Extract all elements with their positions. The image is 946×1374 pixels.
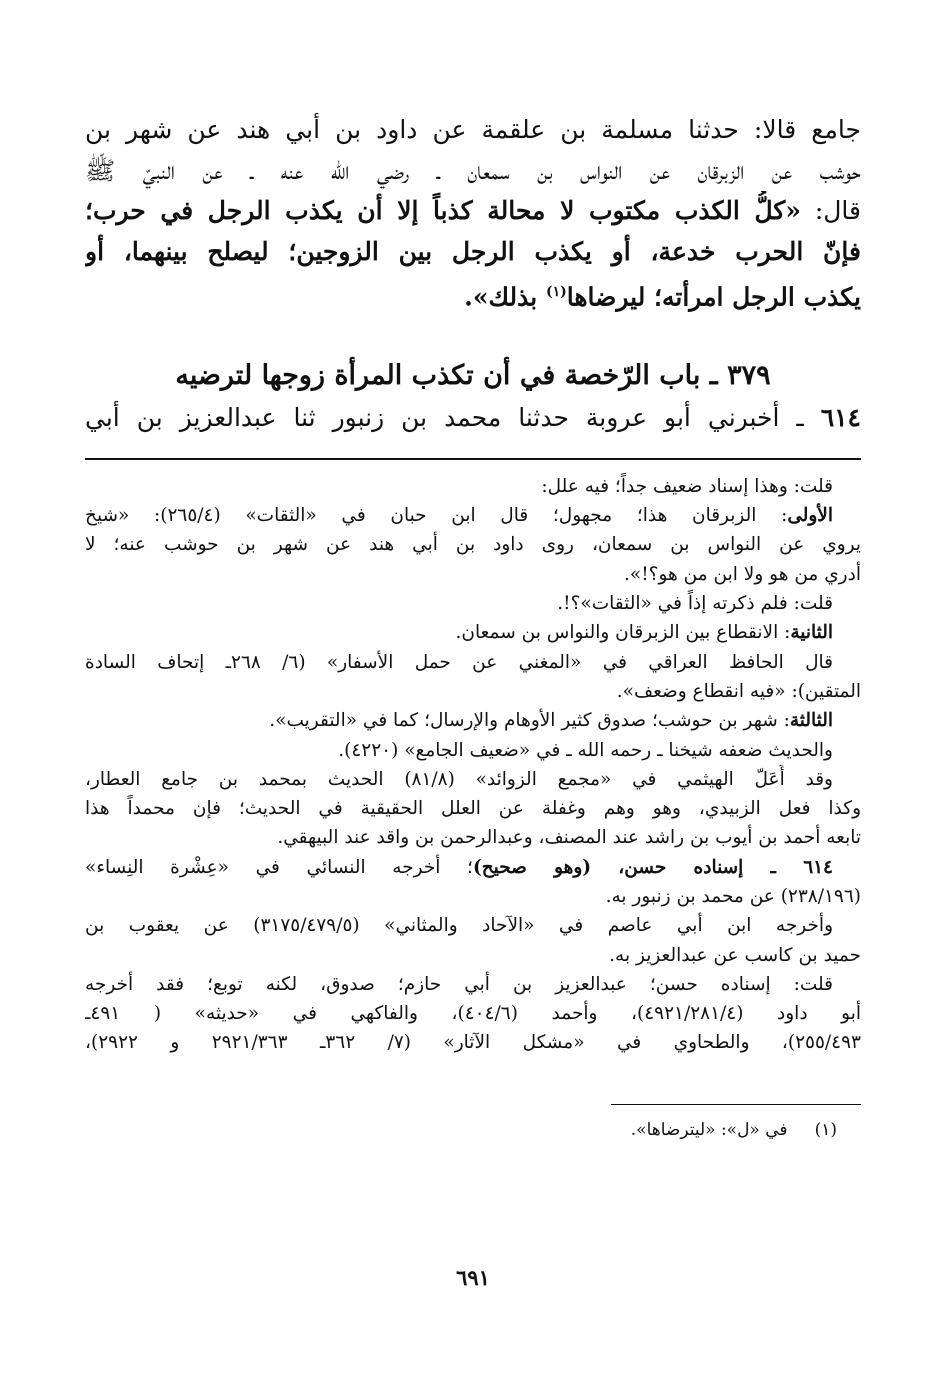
point-label: الثانية bbox=[790, 622, 833, 644]
footnote-text: في «ل»: «ليترضاها». bbox=[630, 1119, 788, 1140]
text-line: حوشب عن الزبرقان عن النواس بن سمعان ـ رضي الله عنه ـ عن النبيّ ﷺ bbox=[85, 155, 861, 185]
grading: ـ إسناده حسن، (وهو صحيح) bbox=[472, 856, 804, 878]
commentary-line: قال الحافظ العراقي في «المغني عن حمل الأسفار» (٦/ ٢٦٨ـ إتحاف السادة bbox=[85, 651, 833, 673]
footnote-ref: (١) bbox=[545, 284, 567, 300]
commentary-line bbox=[85, 853, 861, 882]
hadith-matn bbox=[85, 272, 861, 318]
text-lead: قال: bbox=[800, 196, 861, 225]
commentary-text: ؛ أخرجه النسائي في «عِشْرة النِساء» bbox=[85, 856, 473, 878]
page-number: ٦٩١ bbox=[456, 1265, 490, 1290]
footnote-divider bbox=[611, 1104, 861, 1105]
hadith-text bbox=[85, 110, 861, 318]
commentary-line: وأخرجه ابن أبي عاصم في «الآحاد والمثاني» (٣١٧٥/٤٧٩/٥) عن يعقوب بن bbox=[85, 915, 834, 937]
commentary-line: قلت: إسناده حسن؛ عبدالعزيز بن أبي حازم؛ صدوق، لكنه توبع؛ فقد أخرجه bbox=[85, 973, 833, 995]
footnote-marker: (١) bbox=[814, 1119, 837, 1140]
point-label: الثالثة bbox=[789, 710, 833, 732]
commentary-text: : شهر بن حوشب؛ صدوق كثير الأوهام والإرسال؛ كما في «التقريب». bbox=[269, 710, 790, 732]
chapter-heading: ٣٧٩ ـ باب الرّخصة في أن تكذب المرأة زوجها لترضيه bbox=[175, 359, 771, 391]
hadith-matn-part: يكذب الرجل امرأته؛ ليرضاها bbox=[566, 282, 861, 312]
commentary-line bbox=[85, 706, 861, 735]
commentary-line: المتقين): «فيه انقطاع وضعف». bbox=[616, 680, 861, 702]
commentary-line: وكذا فعل الزبيدي، وهو وهم وغفلة عن العلل الحقيقية في الحديث؛ فإن محمداً هذا bbox=[85, 798, 861, 820]
commentary bbox=[85, 472, 861, 1058]
commentary-line: والحديث ضعفه شيخنا ـ رحمه الله ـ في «ضعيف الجامع» (٤٢٢٠). bbox=[338, 739, 833, 761]
commentary-line: وقد أَعَلّ الهيثمي في «مجمع الزوائد» (٨١/٨) الحديث بمحمد بن جامع العطار، bbox=[85, 768, 833, 790]
chain-text: ـ أخبرني أبو عروبة حدثنا محمد بن زنبور ثنا عبدالعزيز بن أبي bbox=[85, 402, 821, 432]
footnote bbox=[85, 1117, 861, 1143]
hadith-number: ٦١٤ bbox=[803, 856, 833, 878]
hadith-chain bbox=[85, 398, 861, 438]
text-line: جامع قالا: حدثنا مسلمة بن علقمة عن داود بن أبي هند عن شهر بن bbox=[85, 115, 861, 144]
point-label: الأولى bbox=[787, 505, 833, 527]
commentary-line: أبو داود (٤٩٢١/٢٨١/٤)، وأحمد (٤٠٤/٦)، والفاكهي في «حديثه» ( ٤٩١ـ bbox=[85, 1003, 861, 1025]
hadith-matn: «كلُّ الكذب مكتوب لا محالة كذباً إلا أن يكذب الرجل في حرب؛ bbox=[85, 196, 801, 225]
divider bbox=[85, 458, 861, 460]
hadith-number: ٦١٤ bbox=[820, 402, 861, 432]
commentary-line: قلت: وهذا إسناد ضعيف جداً؛ فيه علل: bbox=[541, 475, 833, 497]
commentary-line: (٢٣٨/١٩٦) عن محمد بن زنبور به. bbox=[605, 885, 861, 907]
commentary-line bbox=[85, 618, 861, 647]
commentary-line bbox=[85, 501, 861, 530]
commentary-line: يروي عن النواس بن سمعان، روى داود بن أبي هند عن شهر بن حوشب عنه؛ لا bbox=[85, 534, 861, 556]
text-line bbox=[85, 191, 861, 232]
commentary-line: أدري من هو ولا ابن من هو؟!». bbox=[624, 563, 861, 585]
hadith-matn-part: بذلك». bbox=[464, 282, 546, 312]
commentary-text: : الزبرقان هذا؛ مجهول؛ قال ابن حبان في «الثقات» (٢٦٥/٤): «شيخ bbox=[85, 505, 788, 527]
commentary-line: ٢٥٥/٤٩٣)، والطحاوي في «مشكل الآثار» (٧/ ٣٦٢ـ ٢٩٢١/٣٦٣ و ٢٩٢٢)، bbox=[85, 1032, 861, 1054]
commentary-line: قلت: فلم ذكرته إذاً في «الثقات»؟!. bbox=[557, 593, 833, 615]
commentary-line: تابعه أحمد بن أيوب بن راشد عند المصنف، وعبدالرحمن بن واقد عند البيهقي. bbox=[277, 827, 861, 849]
hadith-matn: فإنّ الحرب خدعة، أو يكذب الرجل بين الزوجين؛ ليصلح بينهما، أو bbox=[85, 236, 861, 266]
commentary-line: حميد بن كاسب عن عبدالعزيز به. bbox=[609, 944, 861, 966]
commentary-text: : الانقطاع بين الزبرقان والنواس بن سمعان. bbox=[455, 622, 791, 644]
